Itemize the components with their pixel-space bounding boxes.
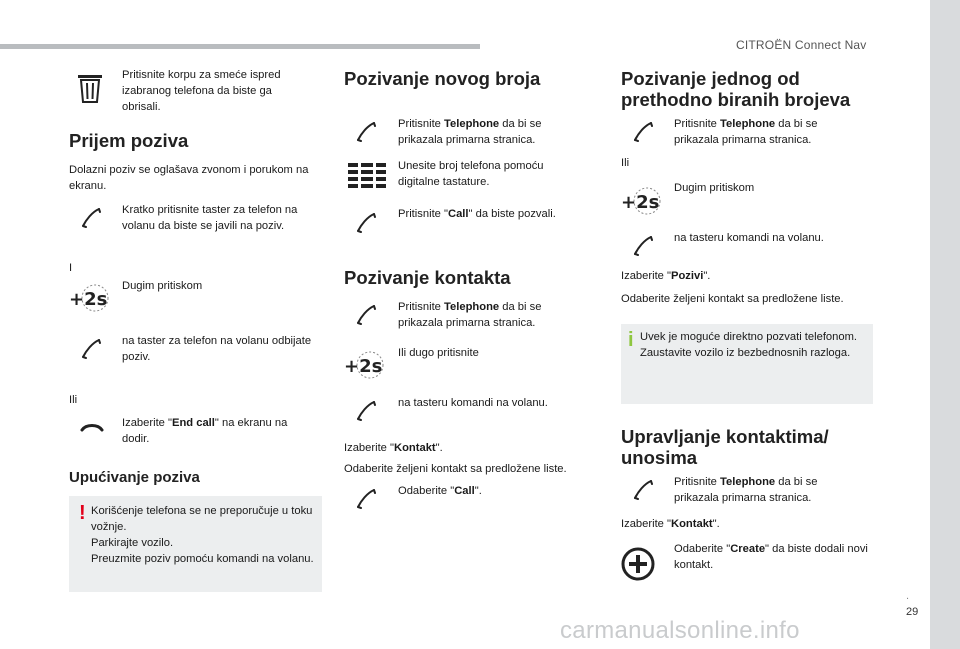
- kontakt-step4-text: Odaberite "Call".: [398, 485, 482, 497]
- add-circle-icon: [621, 547, 655, 581]
- upravljanje-step1-text: Pritisnite Telephone da bi se prikazala primarna stranica.: [674, 476, 818, 504]
- phone-icon: [355, 121, 377, 143]
- warning-box: [69, 496, 322, 592]
- phone-icon: [80, 338, 102, 360]
- info-box: [621, 324, 873, 404]
- upravljanje-select-text: Izaberite "Kontakt".: [621, 518, 720, 530]
- heading-prijem-poziva: Prijem poziva: [69, 130, 189, 151]
- svg-text:+2s: +2s: [621, 192, 660, 213]
- heading-pozivanje-prethodnih: Pozivanje jednog od prethodno biranih brojeva: [621, 68, 851, 110]
- phone-icon: [632, 121, 654, 143]
- long-press-icon: [620, 186, 664, 216]
- kontakt-select-text: Izaberite "Kontakt".: [344, 442, 443, 454]
- header-bar: [0, 44, 480, 49]
- novi-step2-text: Unesite broj telefona pomoću digitalne tastature.: [398, 160, 544, 188]
- novi-step3-text: Pritisnite "Call" da biste pozvali.: [398, 208, 556, 220]
- svg-text:+2s: +2s: [69, 289, 108, 310]
- prethodni-long-press-text: Dugim pritiskom: [674, 182, 755, 194]
- heading-upucivanje-poziva: Upućivanje poziva: [69, 469, 200, 486]
- heading-pozivanje-kontakta: Pozivanje kontakta: [344, 267, 511, 288]
- long-press-icon: [68, 283, 112, 313]
- phone-icon: [80, 207, 102, 229]
- upravljanje-step2-text: Odaberite "Create" da biste dodali novi kontakt.: [674, 543, 868, 571]
- prethodni-step1-text: Pritisnite Telephone da bi se prikazala primarna stranica.: [674, 118, 818, 146]
- heading-pozivanje-novog-broja: Pozivanje novog broja: [344, 68, 541, 89]
- side-strip: [930, 0, 960, 649]
- kontakt-step2-text: Ili dugo pritisnite: [398, 347, 479, 359]
- heading-upravljanje-kontaktima: Upravljanje kontaktima/ unosima: [621, 426, 829, 468]
- novi-step1-text: Pritisnite Telephone da bi se prikazala primarna stranica.: [398, 118, 542, 146]
- long-press-text: Dugim pritiskom: [122, 280, 203, 292]
- page-number: 29: [906, 606, 919, 618]
- or-label: Ili: [621, 157, 630, 169]
- kontakt-step3-text: na tasteru komandi na volanu.: [398, 397, 548, 409]
- watermark: carmanualsonline.info: [560, 617, 800, 644]
- phone-icon: [632, 479, 654, 501]
- prethodni-select-text: Izaberite "Pozivi".: [621, 270, 711, 282]
- warning-icon: !: [79, 502, 86, 524]
- phone-icon: [355, 488, 377, 510]
- end-call-text: Izaberite "End call" na ekranu na dodir.: [122, 417, 288, 445]
- warning-text: Korišćenje telefona se ne preporučuje u toku vožnje. Parkirajte vozilo. Preuzmite poziv pomoću komandi na volanu.: [91, 505, 314, 565]
- info-text: Uvek je moguće direktno pozvati telefonom. Zaustavite vozilo iz bezbednosnih razloga.: [640, 331, 858, 359]
- kontakt-choose-text: Odaberite željeni kontakt sa predložene liste.: [344, 463, 567, 475]
- keypad-icon: [348, 163, 386, 189]
- phone-icon: [355, 304, 377, 326]
- prethodni-choose-text: Odaberite željeni kontakt sa predložene liste.: [621, 293, 844, 305]
- long-press-icon: [343, 350, 387, 380]
- svg-text:+2s: +2s: [344, 356, 383, 377]
- or-label: I: [69, 262, 73, 274]
- trash-icon: [78, 73, 102, 103]
- short-press-text: Kratko pritisnite taster za telefon na volanu da biste se javili na poziv.: [122, 204, 298, 232]
- phone-icon: [355, 212, 377, 234]
- hang-up-icon: [80, 421, 104, 433]
- reject-text: na taster za telefon na volanu odbijate poziv.: [122, 335, 312, 363]
- or-label: Ili: [69, 394, 78, 406]
- prethodni-wheel-text: na tasteru komandi na volanu.: [674, 232, 824, 244]
- brand-label: CITROËN Connect Nav: [736, 38, 867, 52]
- page-dot: .: [906, 590, 910, 602]
- trash-text: Pritisnite korpu za smeće ispred izabranog telefona da biste ga obrisali.: [122, 69, 281, 113]
- phone-icon: [355, 400, 377, 422]
- info-icon: i: [628, 329, 634, 351]
- phone-icon: [632, 235, 654, 257]
- kontakt-step1-text: Pritisnite Telephone da bi se prikazala primarna stranica.: [398, 301, 542, 329]
- prijem-intro: Dolazni poziv se oglašava zvonom i porukom na ekranu.: [69, 164, 309, 192]
